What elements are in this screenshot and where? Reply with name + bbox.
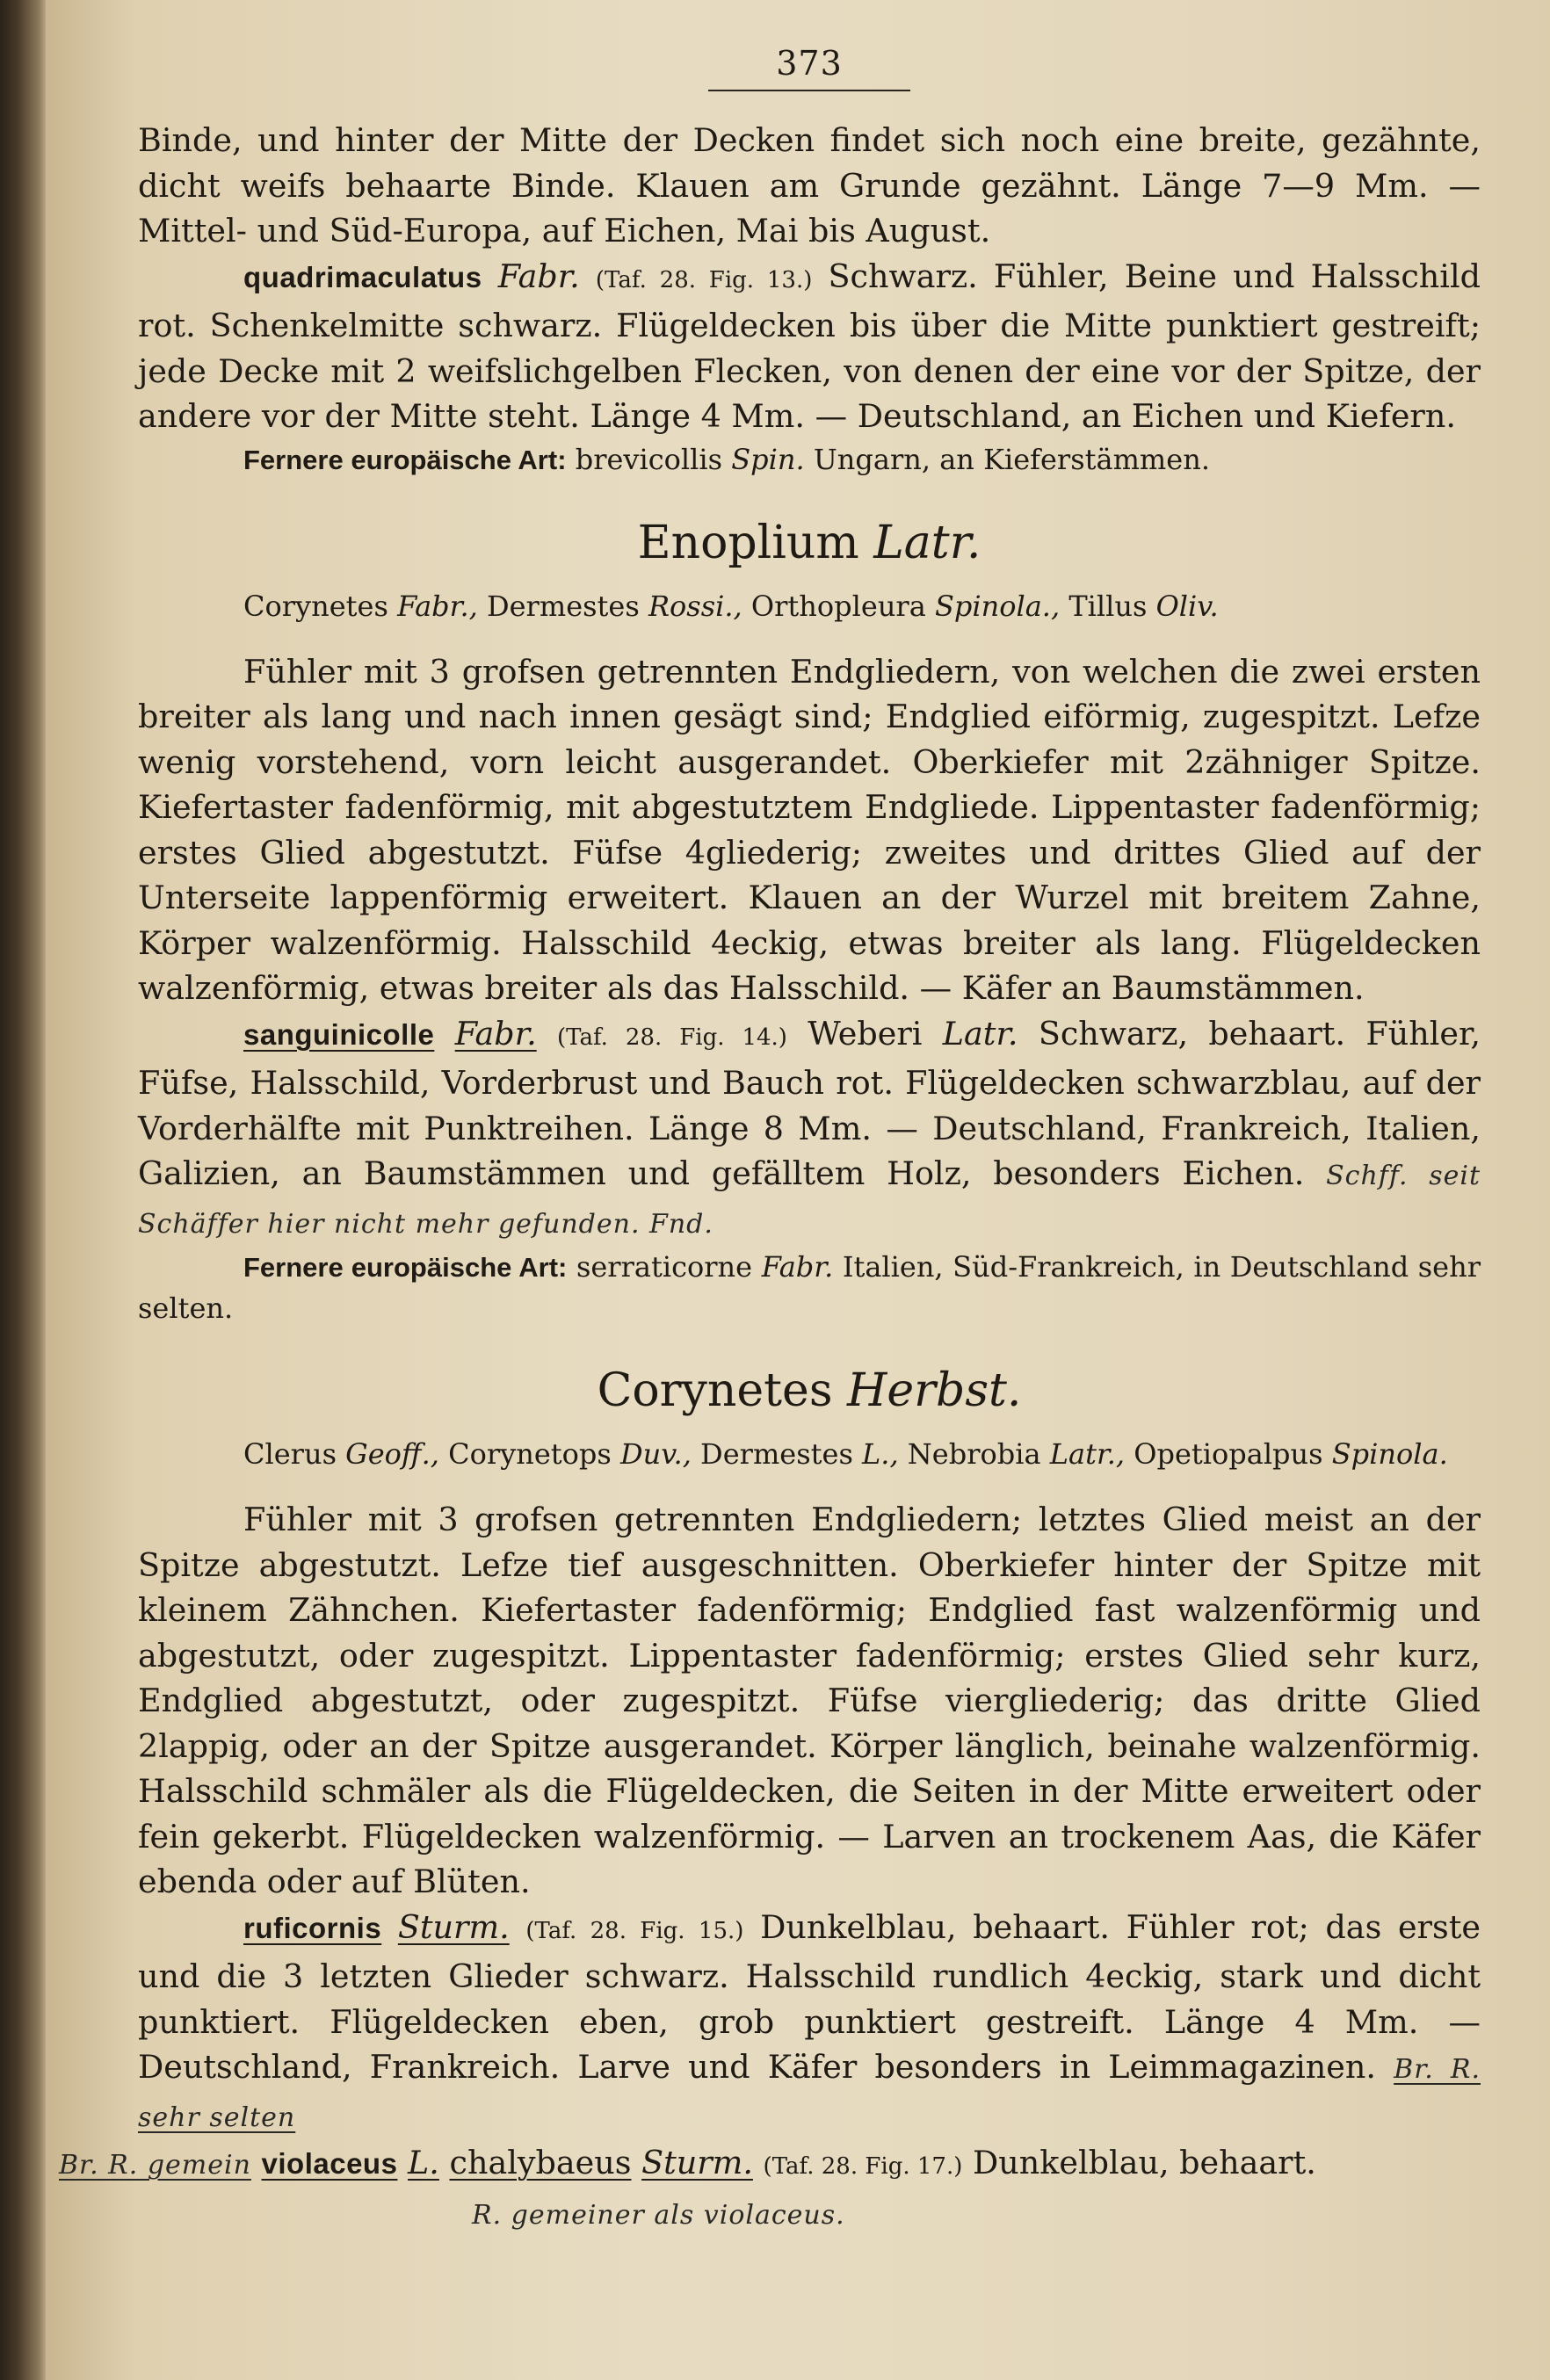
further-species-author: Fabr. xyxy=(761,1250,834,1284)
synonym-author: Rossi., xyxy=(648,589,742,623)
plate-reference: (Taf. 28. Fig. 13.) xyxy=(595,266,813,293)
plate-reference: (Taf. 28. Fig. 14.) xyxy=(557,1024,787,1051)
genus-name: Enoplium xyxy=(637,516,859,569)
synonym-name: Orthopleura xyxy=(750,589,926,623)
species-entry-violaceus xyxy=(59,2140,1481,2190)
species-description: Schwarz, behaart. Fühler, Füfse, Halsschild, Vorderbrust und Bauch rot. Flügeldecken schwarzblau, auf der Vorderhälfte mit Punktreihen. Länge 8 Mm. — Deutschland, Frankreich, Italien, Galizien, an Baumstämmen und gefälltem Holz, besonders Eichen. xyxy=(138,1014,1481,1192)
genus-author: Latr. xyxy=(873,516,981,569)
genus-heading-corynetes xyxy=(138,1364,1481,1418)
further-species-label: Fernere europäische Art: xyxy=(243,1252,568,1283)
synonym-line-enoplium xyxy=(138,586,1481,626)
page-number-rule xyxy=(708,90,910,91)
further-species-text: Ungarn, an Kieferstämmen. xyxy=(813,442,1210,476)
synonym-name: Dermestes xyxy=(700,1437,853,1471)
synonym-author: Spinola. xyxy=(1331,1437,1448,1471)
synonym-author: Spinola., xyxy=(934,589,1061,623)
species-description: Dunkelblau, behaart. Fühler rot; das erste und die 3 letzten Glieder schwarz. Halsschild rundlich 4eckig, stark und dicht punktiert. Flügeldecken eben, grob punktiert gestreift. Länge 4 Mm. — Deutschland, Frankreich. Larve und Käfer besonders in Leimmagazinen. xyxy=(138,1907,1481,2086)
synonym-author: Geoff., xyxy=(345,1437,439,1471)
synonym-line-corynetes xyxy=(138,1434,1481,1474)
handwritten-annotation: R. gemeiner als violaceus. xyxy=(472,2199,845,2231)
genus-heading-enoplium xyxy=(138,516,1481,570)
handwritten-annotation: Schff. seit Schäffer hier nicht mehr gefunden. Fnd. xyxy=(138,1161,1481,1240)
page-number: 373 xyxy=(776,44,843,83)
species-description: Dunkelblau, behaart. xyxy=(972,2144,1316,2181)
species-name: sanguinicolle xyxy=(243,1017,435,1051)
synonym-name: Clerus xyxy=(243,1437,337,1471)
further-species-enoplium-2 xyxy=(138,1247,1481,1328)
species-description: Schwarz. Fühler, Beine und Halsschild rot. Schenkelmitte schwarz. Flügeldecken bis über die Mitte punktiert gestreift; jede Decke mit 2 weifslichgelben Flecken, von denen der eine vor der Spitze, der andere vor der Mitte steht. Länge 4 Mm. — Deutschland, an Eichen und Kiefern. xyxy=(138,257,1481,435)
synonym-name: Tillus xyxy=(1068,589,1148,623)
book-page xyxy=(46,0,1550,2380)
species-synonym: chalybaeus xyxy=(449,2144,632,2181)
genus-description-corynetes: Fühler mit 3 grofsen getrennten Endgliedern; letztes Glied meist an der Spitze abgestutzt. Lefze tief ausgeschnitten. Oberkiefer hinter der Spitze mit kleinem Zähnchen. Kiefertaster fadenförmig; Endglied fast walzenförmig und abgestutzt, oder zugespitzt. Lippentaster fadenförmig; erstes Glied sehr kurz, Endglied abgestutzt, oder zugespitzt. Füfse viergliederig; das dritte Glied 2lappig, oder an der Spitze ausgerandet. Körper länglich, beinahe walzenförmig. Halsschild schmäler als die Flügeldecken, die Seiten in der Mitte erweitert oder fein gekerbt. Flügeldecken walzenförmig. — Larven an trockenem Aas, die Käfer ebenda oder auf Blüten. xyxy=(138,1501,1481,1900)
species-entry-ruficornis xyxy=(138,1905,1481,2141)
synonym-author: Fabr., xyxy=(397,589,478,623)
species-entry-quadrimaculatus xyxy=(138,254,1481,439)
intro-paragraph: Binde, und hinter der Mitte der Decken findet sich noch eine breite, gezähnte, dicht weifs behaarte Binde. Klauen am Grunde gezähnt. Länge 7—9 Mm. — Mittel- und Süd-Europa, auf Eichen, Mai bis August. xyxy=(138,121,1481,250)
synonym-author: L., xyxy=(862,1437,899,1471)
plate-reference: (Taf. 28. Fig. 17.) xyxy=(763,2153,963,2180)
synonym-name: Opetiopalpus xyxy=(1134,1437,1323,1471)
species-entry-sanguinicolle xyxy=(138,1011,1481,1248)
genus-description-enoplium: Fühler mit 3 grofsen getrennten Endgliedern, von welchen die zwei ersten breiter als lang und nach innen gesägt sind; Endglied eiförmig, zugespitzt. Lefze wenig vorstehend, vorn leicht ausgerandet. Oberkiefer mit 2zähniger Spitze. Kiefertaster fadenförmig, mit abgestutztem Endgliede. Lippentaster fadenförmig; erstes Glied abgestutzt. Füfse 4gliederig; zweites und drittes Glied auf der Unterseite lappenförmig erweitert. Klauen an der Wurzel mit breitem Zahne, Körper walzenförmig. Halsschild 4eckig, etwas breiter als lang. Flügeldecken walzenförmig, etwas breiter als das Halsschild. — Käfer an Baumstämmen. xyxy=(138,652,1481,1007)
species-author: Fabr. xyxy=(497,257,580,295)
species-name: violaceus xyxy=(261,2147,398,2180)
synonym-name: Dermestes xyxy=(486,589,640,623)
species-synonym: Weberi xyxy=(808,1014,923,1053)
genus-name: Corynetes xyxy=(597,1364,833,1417)
handwritten-note-line xyxy=(138,2190,1481,2239)
further-species-label: Fernere europäische Art: xyxy=(243,444,567,475)
handwritten-annotation: Br. R. sehr selten xyxy=(138,2054,1481,2133)
species-synonym-author: Sturm. xyxy=(641,2144,753,2181)
species-name: ruficornis xyxy=(243,1911,382,1944)
plate-reference: (Taf. 28. Fig. 15.) xyxy=(525,1917,744,1944)
synonym-name: Corynetops xyxy=(448,1437,612,1471)
synonym-name: Nebrobia xyxy=(907,1437,1041,1471)
further-species-enoplium xyxy=(138,439,1481,481)
species-author: L. xyxy=(408,2144,439,2181)
species-author: Fabr. xyxy=(454,1014,537,1053)
further-species-author: Spin. xyxy=(731,442,805,476)
page-content xyxy=(59,35,1481,2238)
handwritten-annotation-prefix: Br. R. gemein xyxy=(59,2150,251,2181)
species-author: Sturm. xyxy=(397,1907,510,1946)
further-species-name: serraticorne xyxy=(576,1250,753,1284)
species-name: quadrimaculatus xyxy=(243,260,482,293)
further-species-text: Italien, Süd-Frankreich, in Deutschland sehr selten. xyxy=(138,1250,1481,1325)
synonym-author: Oliv. xyxy=(1155,589,1219,623)
synonym-name: Corynetes xyxy=(243,589,388,623)
synonym-author: Duv., xyxy=(619,1437,692,1471)
book-binding-edge xyxy=(0,0,46,2380)
synonym-author: Latr., xyxy=(1049,1437,1126,1471)
further-species-name: brevicollis xyxy=(575,442,723,476)
genus-author: Herbst. xyxy=(847,1364,1022,1417)
species-synonym-author: Latr. xyxy=(942,1014,1018,1053)
